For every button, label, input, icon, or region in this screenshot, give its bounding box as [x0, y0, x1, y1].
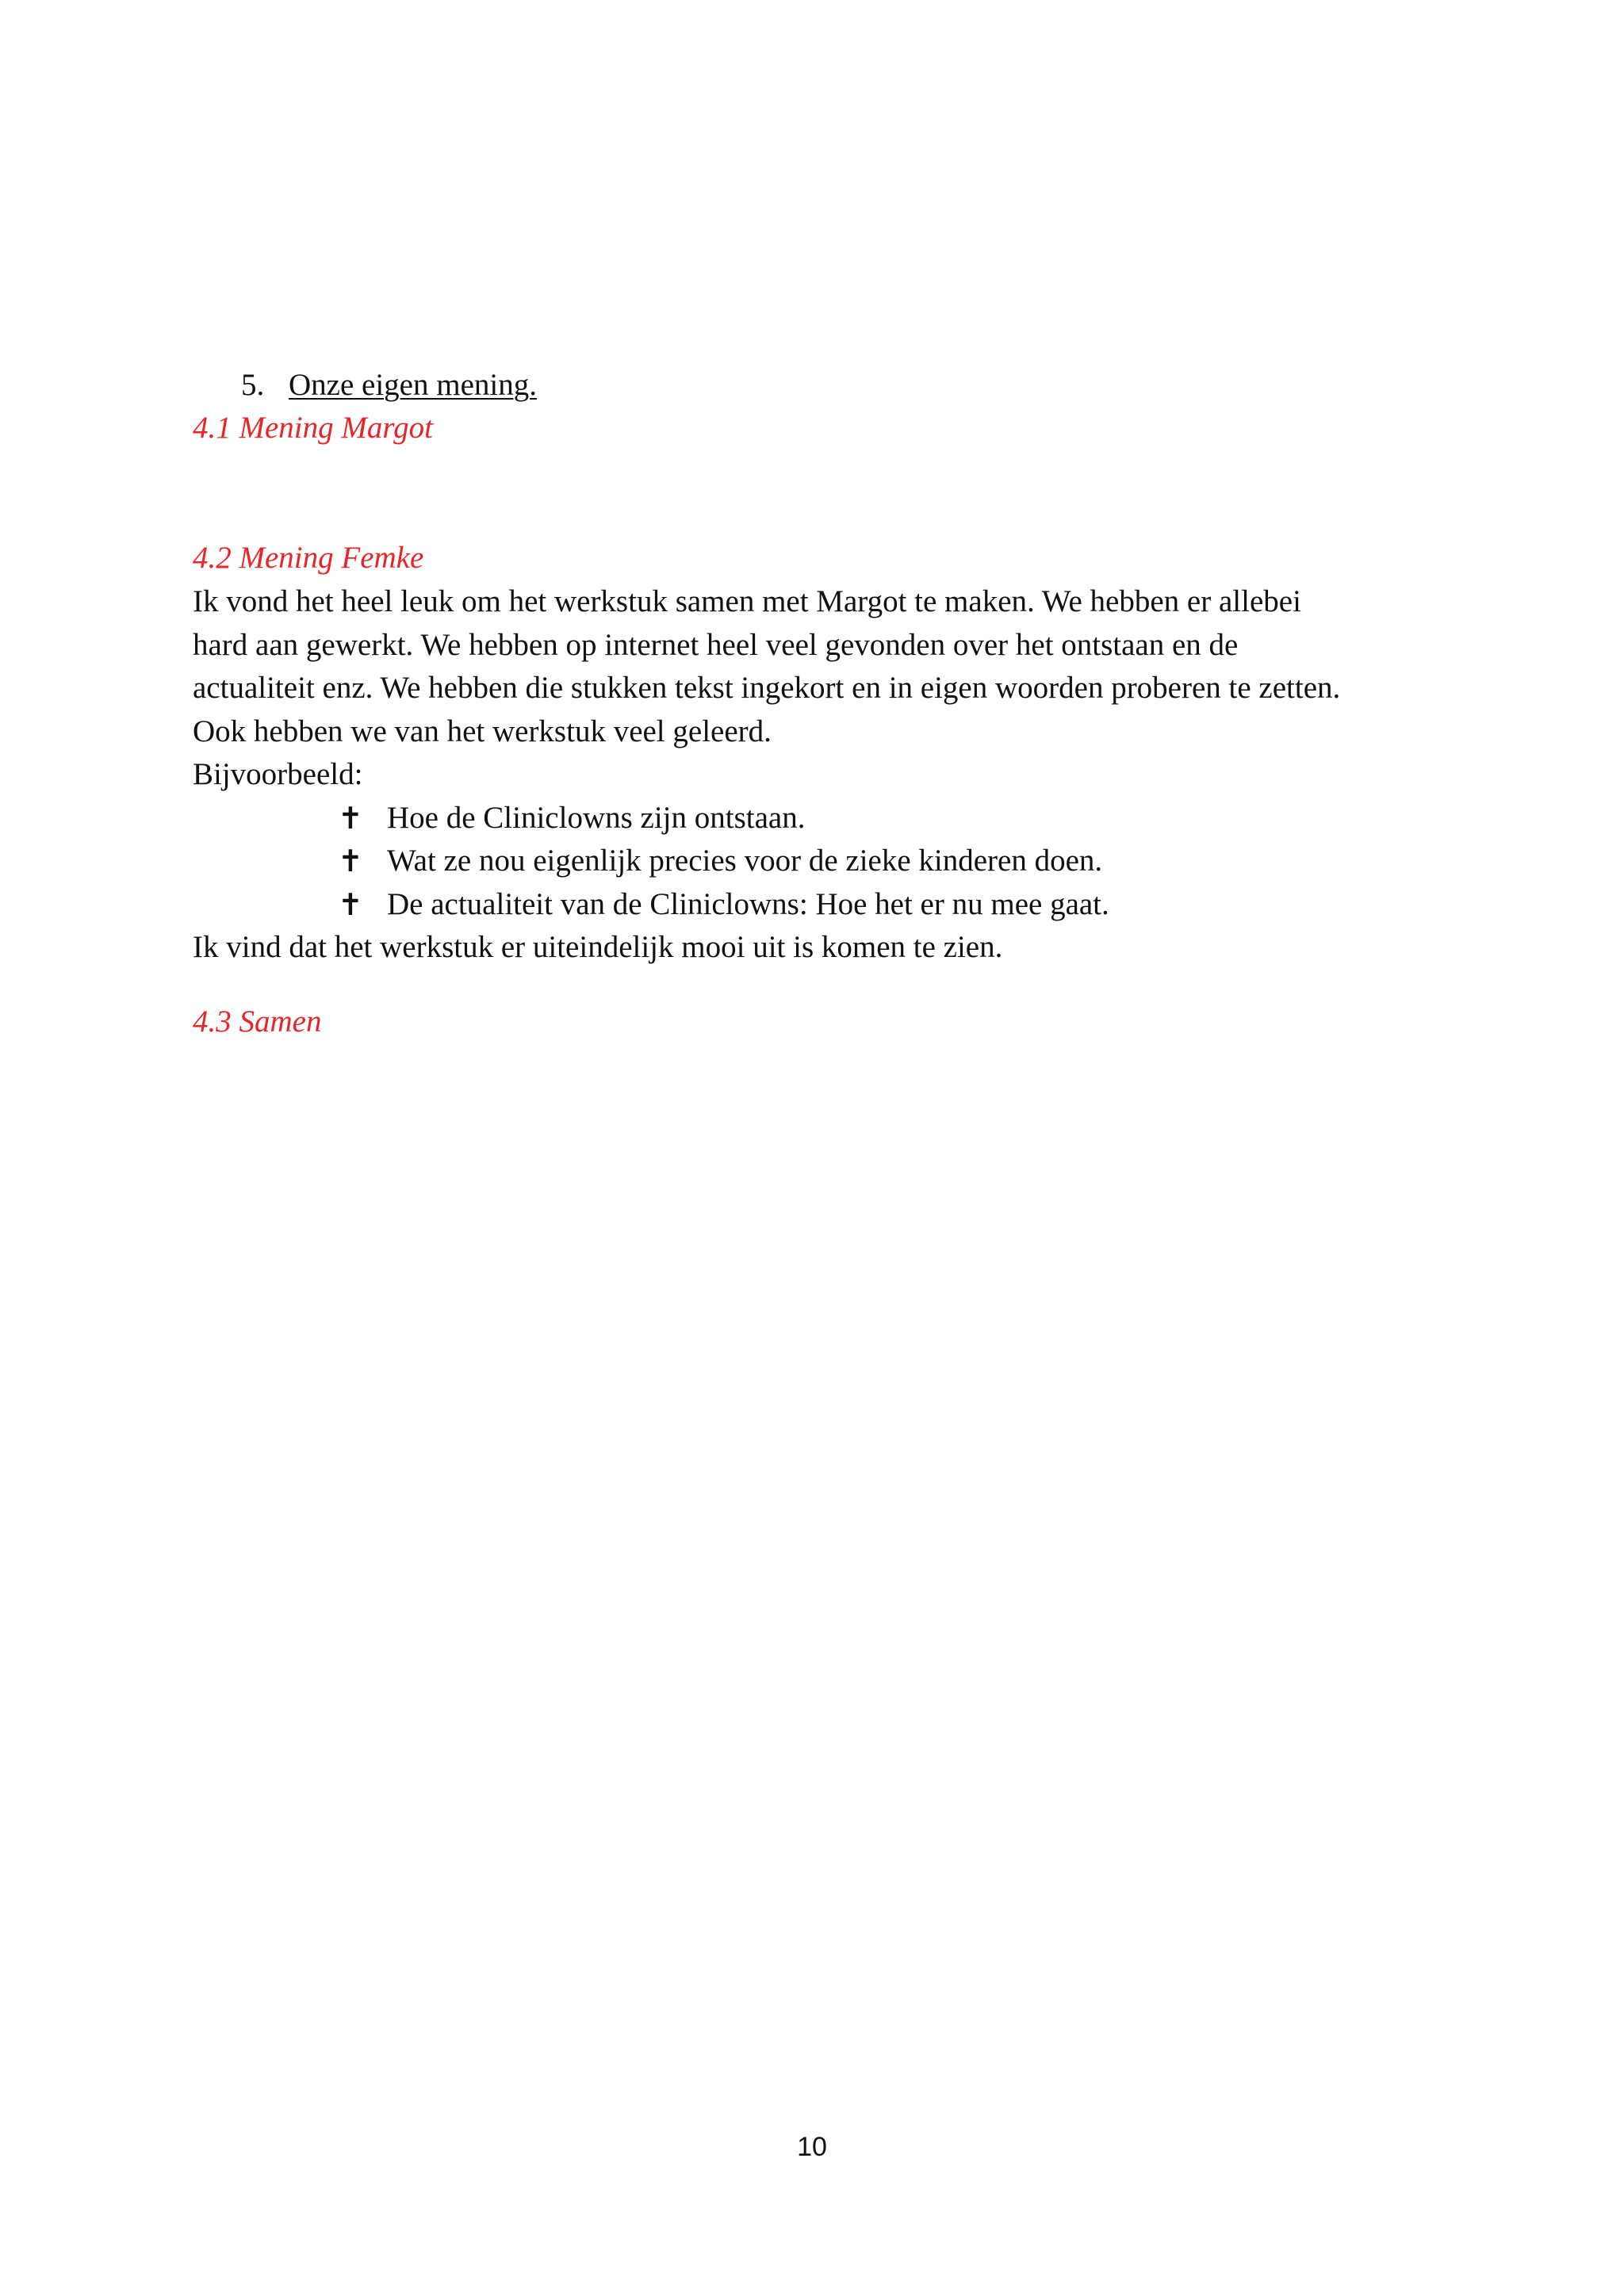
- section-heading-femke: 4.2 Mening Femke: [193, 541, 424, 575]
- list-item-text: Wat ze nou eigenlijk precies voor de zieke kinderen doen.: [387, 844, 1103, 878]
- paragraph-line: Ook hebben we van het werkstuk veel geleerd.: [193, 714, 772, 748]
- list-item: [193, 840, 1477, 883]
- closing-line: Ik vind dat het werkstuk er uiteindelijk mooi uit is komen te zien.: [193, 930, 1003, 964]
- paragraph-line: hard aan gewerkt. We hebben op internet heel veel gevonden over het ontstaan en de: [193, 627, 1239, 662]
- paragraph-line: actualiteit enz. We hebben die stukken tekst ingekort en in eigen woorden proberen te zetten.: [193, 671, 1341, 705]
- chapter-title: Onze eigen mening.: [289, 368, 537, 402]
- list-item-text: Hoe de Cliniclowns zijn ontstaan.: [387, 800, 806, 835]
- list-item: [193, 797, 1477, 840]
- cross-bullet-icon: ✝: [338, 844, 363, 878]
- paragraph-line: Bijvoorbeeld:: [193, 757, 363, 791]
- chapter-number: 5.: [241, 368, 265, 402]
- list-item-text: De actualiteit van de Cliniclowns: Hoe het er nu mee gaat.: [387, 886, 1109, 921]
- page-number: 10: [797, 2132, 827, 2162]
- section-heading-margot: 4.1 Mening Margot: [193, 411, 433, 445]
- bullet-list: [193, 797, 1477, 927]
- section-heading-samen: 4.3 Samen: [193, 1004, 322, 1039]
- paragraph-line: Ik vond het heel leuk om het werkstuk samen met Margot te maken. We hebben er allebei: [193, 584, 1301, 618]
- femke-opinion-text: [193, 580, 1477, 970]
- list-item: [193, 883, 1477, 927]
- cross-bullet-icon: ✝: [338, 886, 363, 922]
- chapter-heading: [241, 365, 537, 406]
- cross-bullet-icon: ✝: [338, 800, 363, 836]
